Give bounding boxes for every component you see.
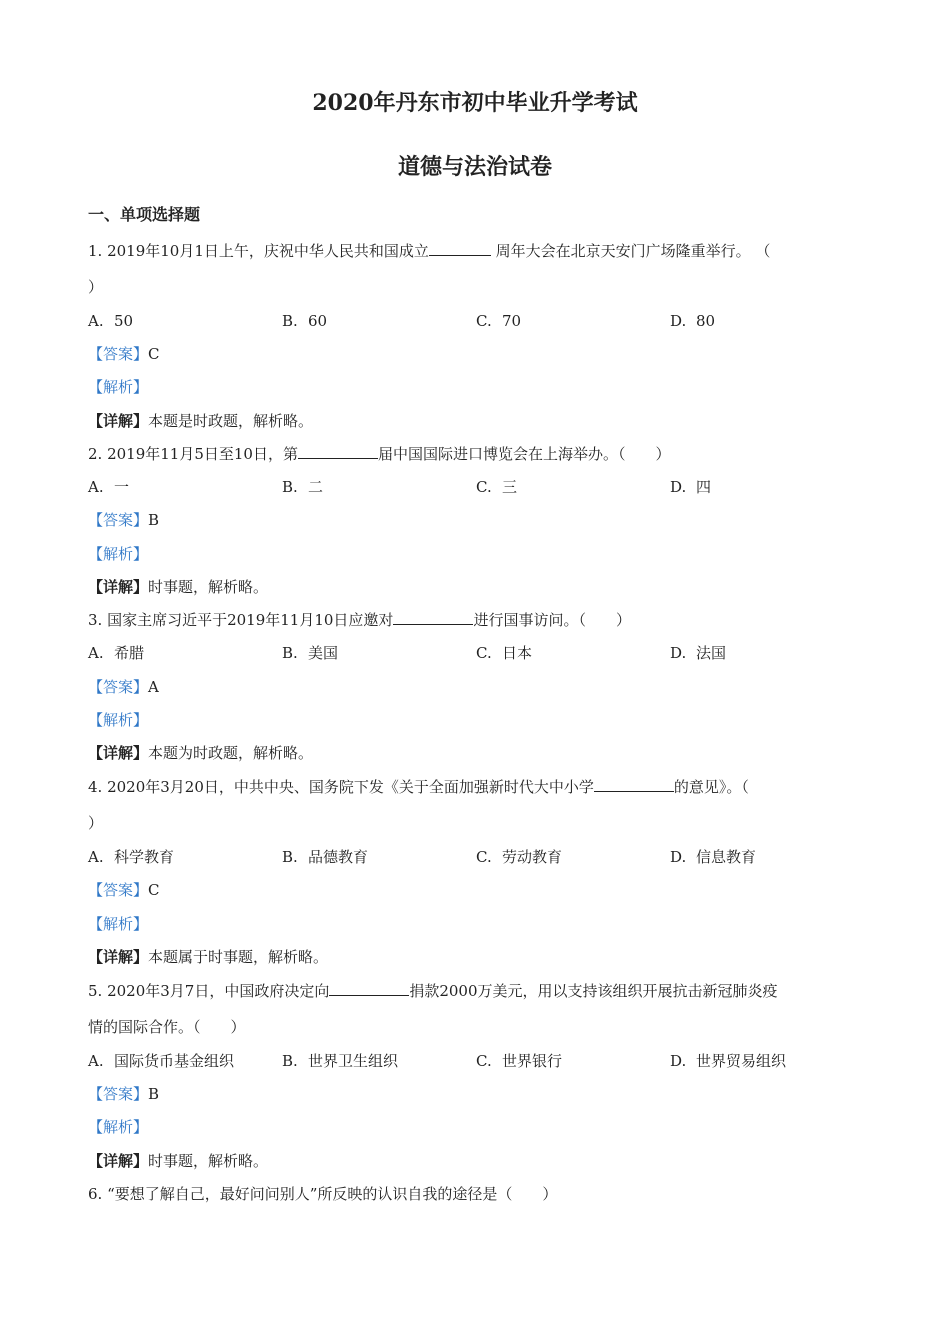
answer-label: 【答案】 (88, 678, 149, 696)
option-d[interactable]: D. 世界贸易组织 (670, 1052, 787, 1070)
answer-label: 【答案】 (88, 1085, 149, 1103)
answer-blank (594, 777, 674, 792)
question-3-stem (88, 609, 868, 631)
question-3-detail (88, 742, 868, 764)
option-b[interactable]: B. 品德教育 (282, 848, 369, 866)
answer-blank (298, 444, 378, 459)
option-a[interactable]: A. 科学教育 (88, 848, 175, 866)
question-4-stem-part-a: 4. 2020年3月20日，中共中央、国务院下发《关于全面加强新时代大中小学 (88, 778, 594, 796)
question-2-stem (88, 443, 868, 465)
question-3-analysis-label: 【解析】 (88, 711, 149, 729)
question-6-stem: 6. “要想了解自己，最好问问别人”所反映的认识自我的途径是（ ） (88, 1185, 558, 1203)
question-2-detail (88, 576, 868, 598)
question-5-stem (88, 980, 868, 1002)
option-c[interactable]: C. 70 (476, 312, 522, 330)
option-b[interactable]: B. 二 (282, 478, 324, 496)
question-4-options (88, 846, 868, 868)
question-3-stem-part-a: 3. 国家主席习近平于2019年11月10日应邀对 (88, 611, 394, 629)
option-a[interactable]: A. 50 (88, 312, 134, 330)
question-2-stem-part-b: 届中国国际进口博览会在上海举办。（ ） (377, 445, 671, 463)
detail-text: 本题是时政题，解析略。 (148, 412, 314, 430)
answer-blank (429, 241, 491, 256)
answer-blank (393, 610, 473, 625)
question-2-stem-part-a: 2. 2019年11月5日至10日，第 (88, 445, 298, 463)
option-d[interactable]: D. 四 (670, 478, 712, 496)
answer-value: B (148, 511, 160, 529)
option-a[interactable]: A. 一 (88, 478, 130, 496)
question-4-stem-part-b: 的意见》。（ (673, 778, 749, 796)
question-5-stem-end: 情的国际合作。（ ） (88, 1018, 246, 1036)
question-4-stem-end: ） (88, 814, 104, 832)
detail-label: 【详解】 (88, 578, 149, 596)
option-c[interactable]: C. 日本 (476, 644, 533, 662)
question-3-options (88, 642, 868, 664)
exam-subtitle: 道德与法治试卷 (397, 154, 552, 180)
question-5-stem-part-b: 捐款2000万美元，用以支持该组织开展抗击新冠肺炎疫 (409, 982, 778, 1000)
answer-value: C (148, 345, 160, 363)
question-4-stem (88, 776, 868, 798)
question-1-answer (88, 343, 868, 365)
question-1-stem-end: ） (88, 278, 104, 296)
answer-value: A (148, 678, 159, 696)
question-1-options (88, 310, 868, 332)
exam-title: 2020年丹东市初中毕业升学考试 (312, 90, 638, 116)
detail-label: 【详解】 (88, 744, 149, 762)
answer-value: C (148, 881, 160, 899)
question-4-detail (88, 946, 868, 968)
option-c[interactable]: C. 劳动教育 (476, 848, 563, 866)
question-1-stem-part-a: 1. 2019年10月1日上午，庆祝中华人民共和国成立 (88, 242, 429, 260)
question-2-analysis-label: 【解析】 (88, 545, 149, 563)
section-heading: 一、单项选择题 (88, 205, 201, 224)
question-5-stem-part-a: 5. 2020年3月7日，中国政府决定向 (88, 982, 330, 1000)
detail-text: 时事题，解析略。 (148, 1152, 269, 1170)
detail-text: 本题为时政题，解析略。 (148, 744, 314, 762)
question-5-detail (88, 1150, 868, 1172)
option-b[interactable]: B. 60 (282, 312, 328, 330)
question-3-stem-part-b: 进行国事访问。（ ） (473, 611, 631, 629)
question-2-answer (88, 509, 868, 531)
detail-text: 本题属于时事题，解析略。 (148, 948, 329, 966)
question-1-stem (88, 240, 868, 262)
question-2-options (88, 476, 868, 498)
option-a[interactable]: A. 希腊 (88, 644, 145, 662)
question-3-answer (88, 676, 868, 698)
answer-label: 【答案】 (88, 345, 149, 363)
option-d[interactable]: D. 信息教育 (670, 848, 757, 866)
question-4-answer (88, 879, 868, 901)
question-1-detail (88, 410, 868, 432)
option-a[interactable]: A. 国际货币基金组织 (88, 1052, 235, 1070)
option-d[interactable]: D. 80 (670, 312, 716, 330)
question-5-answer (88, 1083, 868, 1105)
option-c[interactable]: C. 三 (476, 478, 518, 496)
answer-blank (329, 981, 409, 996)
option-c[interactable]: C. 世界银行 (476, 1052, 563, 1070)
option-d[interactable]: D. 法国 (670, 644, 727, 662)
answer-label: 【答案】 (88, 881, 149, 899)
detail-label: 【详解】 (88, 412, 149, 430)
option-b[interactable]: B. 世界卫生组织 (282, 1052, 399, 1070)
question-5-options (88, 1050, 868, 1072)
question-1-analysis-label: 【解析】 (88, 378, 149, 396)
detail-text: 时事题，解析略。 (148, 578, 269, 596)
question-1-stem-part-b: 周年大会在北京天安门广场隆重举行。 （ (490, 242, 771, 260)
answer-label: 【答案】 (88, 511, 149, 529)
option-b[interactable]: B. 美国 (282, 644, 339, 662)
question-5-analysis-label: 【解析】 (88, 1118, 149, 1136)
answer-value: B (148, 1085, 160, 1103)
detail-label: 【详解】 (88, 948, 149, 966)
question-4-analysis-label: 【解析】 (88, 915, 149, 933)
detail-label: 【详解】 (88, 1152, 149, 1170)
